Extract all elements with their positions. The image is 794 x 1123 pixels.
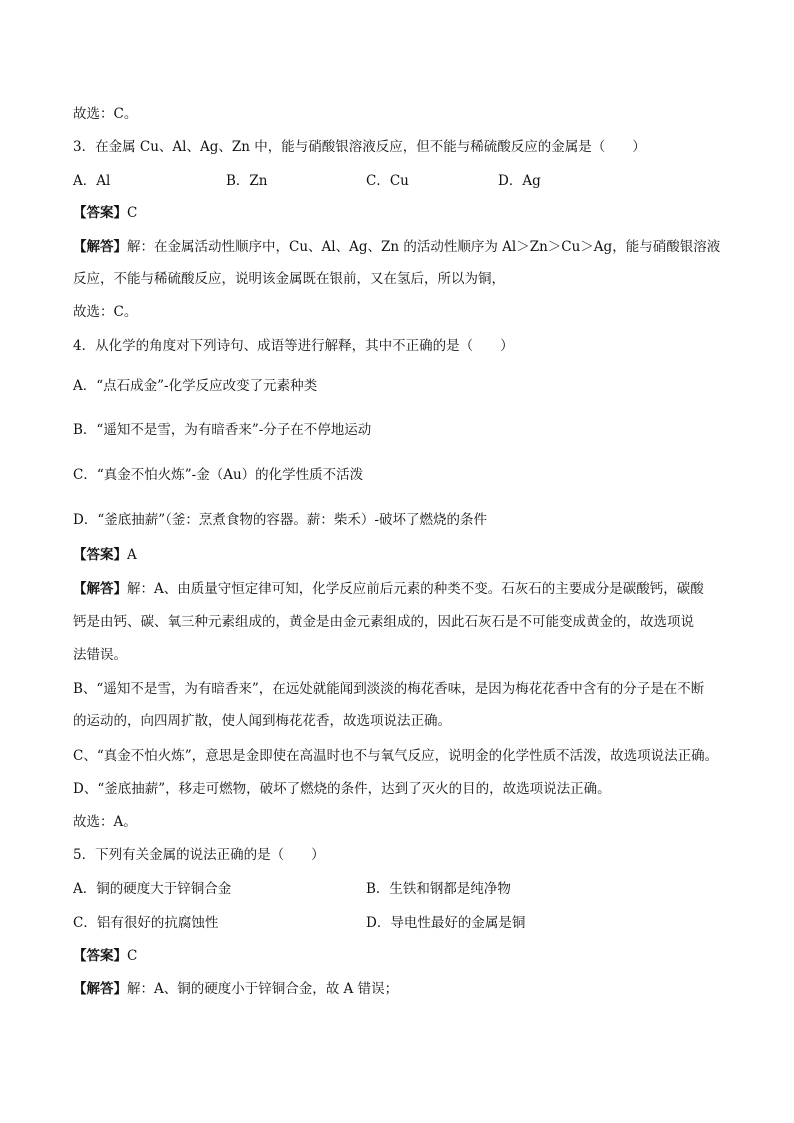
q3-choice: 故选：C。 (73, 304, 138, 320)
q3-option-c: C．Cu (366, 173, 409, 189)
q5-option-b: B．生铁和钢都是纯净物 (366, 881, 511, 897)
q4-option-c: C．“真金不怕火炼”-金（Au）的化学性质不活泼 (73, 467, 364, 483)
q5-option-c: C．铝有很好的抗腐蚀性 (73, 915, 219, 931)
q4-explanation-5: 的运动的，向四周扩散，使人闻到梅花花香，故选项说法正确。 (73, 713, 451, 729)
q3-option-d: D．Ag (498, 173, 541, 189)
q4-choice: 故选：A。 (73, 814, 137, 830)
q4-option-a: A．“点石成金”-化学反应改变了元素种类 (73, 378, 318, 394)
q4-explanation-6: C、“真金不怕火炼”，意思是金即使在高温时也不与氧气反应，说明金的化学性质不活泼，故选项说法正确。 (73, 748, 719, 764)
q4-option-d: D．“釜底抽薪”（釜：烹煮食物的容器。薪：柴禾）-破坏了燃烧的条件 (73, 512, 487, 528)
q3-option-a: A．Al (73, 173, 111, 189)
q3-explanation-1 (73, 237, 720, 257)
q5-option-a: A．铜的硬度大于锌铜合金 (73, 881, 232, 897)
q5-answer (73, 946, 137, 966)
q3-answer (73, 203, 137, 223)
q5-option-d: D．导电性最好的金属是铜 (366, 915, 526, 931)
q3-explanation-2: 反应，不能与稀硫酸反应，说明该金属既在银前，又在氢后，所以为铜， (73, 271, 505, 287)
answer-value: A (127, 547, 137, 563)
question-3: 3．在金属 Cu、Al、Ag、Zn 中，能与硝酸银溶液反应，但不能与稀硫酸反应的金属是（ ） (73, 139, 646, 155)
q5-explanation-1 (73, 979, 398, 999)
q4-explanation-7: D、“釜底抽薪”，移走可燃物，破坏了燃烧的条件，达到了灭火的目的，故选项说法正确。 (73, 781, 611, 797)
q4-explanation-3: 法错误。 (73, 647, 127, 663)
answer-tag: 【答案】 (73, 205, 127, 221)
answer-value: C (127, 205, 138, 221)
answer-tag: 【答案】 (73, 948, 127, 964)
explanation-tag: 【解答】 (73, 981, 127, 997)
q4-explanation-4: B、“遥知不是雪，为有暗香来”，在远处就能闻到淡淡的梅花香味，是因为梅花花香中含有的分子是在不断 (73, 681, 705, 697)
explanation-text: 解：A、由质量守恒定律可知，化学反应前后元素的种类不变。石灰石的主要成分是碳酸钙，碳酸 (127, 581, 704, 597)
explanation-tag: 【解答】 (73, 239, 127, 255)
explanation-tag: 【解答】 (73, 581, 127, 597)
answer-tag: 【答案】 (73, 547, 127, 563)
q4-answer (73, 545, 137, 565)
explanation-text: 解：A、铜的硬度小于锌铜合金，故 A 错误； (127, 981, 399, 997)
q3-option-b: B．Zn (226, 173, 268, 189)
question-5: 5．下列有关金属的说法正确的是（ ） (73, 847, 325, 863)
q4-explanation-2: 钙是由钙、碳、氧三种元素组成的，黄金是由金元素组成的，因此石灰石是不可能变成黄金的，故选项说 (73, 614, 694, 630)
answer-value: C (127, 948, 138, 964)
q4-explanation-1 (73, 579, 704, 599)
question-4: 4．从化学的角度对下列诗句、成语等进行解释，其中不正确的是（ ） (73, 338, 514, 354)
q4-option-b: B．“遥知不是雪，为有暗香来”-分子在不停地运动 (73, 422, 372, 438)
explanation-text: 解：在金属活动性顺序中，Cu、Al、Ag、Zn 的活动性顺序为 Al＞Zn＞Cu＞Ag，能与硝酸银溶液 (127, 239, 721, 255)
choice-line: 故选：C。 (73, 106, 138, 122)
